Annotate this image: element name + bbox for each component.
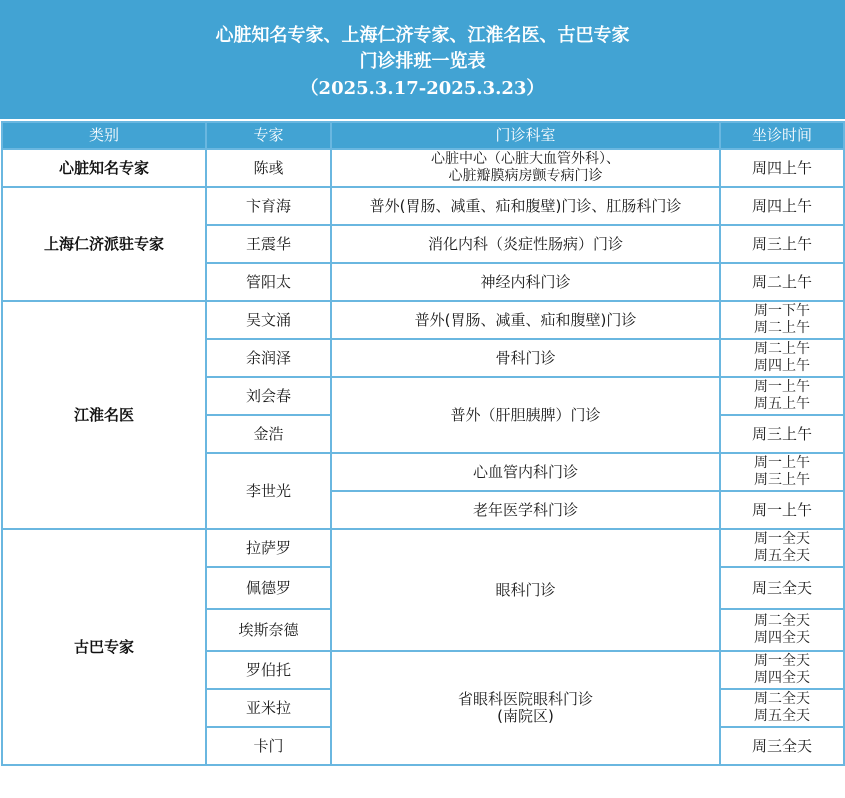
department-line-1: 省眼科医院眼科门诊	[457, 690, 593, 708]
department: 普外(胃肠、减重、疝和腹壁)门诊、肛肠科门诊	[331, 187, 720, 225]
expert-name: 卡门	[206, 727, 331, 765]
clinic-time-line-1: 周一全天	[754, 531, 810, 547]
department: 普外（肝胆胰脾）门诊	[331, 377, 720, 453]
clinic-time-line-1: 周一上午	[754, 379, 810, 395]
header-category: 类别	[2, 122, 206, 149]
department: 消化内科（炎症性肠病）门诊	[331, 225, 720, 263]
department-line-1: 心脏中心（心脏大血管外科）、	[431, 151, 620, 167]
clinic-time	[720, 377, 844, 415]
expert-name: 卞育海	[206, 187, 331, 225]
header-expert: 专家	[206, 122, 331, 149]
clinic-time: 周四上午	[720, 187, 844, 225]
clinic-time: 周一上午	[720, 491, 844, 529]
expert-name: 金浩	[206, 415, 331, 453]
title-line-3: （2025.3.17-2025.3.23）	[300, 78, 545, 99]
title-line-2: 门诊排班一览表	[359, 51, 486, 72]
table-row	[2, 187, 844, 225]
clinic-time-line-1: 周二全天	[754, 613, 810, 629]
clinic-time: 周三全天	[720, 727, 844, 765]
department-line-2: (南院区)	[497, 707, 554, 725]
category-renji: 上海仁济派驻专家	[2, 187, 206, 301]
title-line-1: 心脏知名专家、上海仁济专家、江淮名医、古巴专家	[215, 25, 630, 46]
clinic-time	[720, 651, 844, 689]
expert-name: 王震华	[206, 225, 331, 263]
department: 老年医学科门诊	[331, 491, 720, 529]
clinic-time-line-1: 周一全天	[754, 653, 810, 669]
expert-name: 余润泽	[206, 339, 331, 377]
expert-name: 李世光	[206, 453, 331, 529]
expert-name: 罗伯托	[206, 651, 331, 689]
category-cuba: 古巴专家	[2, 529, 206, 765]
category-jianghuai: 江淮名医	[2, 301, 206, 529]
clinic-time: 周二上午	[720, 263, 844, 301]
table-row	[2, 529, 844, 567]
expert-name: 吴文涌	[206, 301, 331, 339]
department: 眼科门诊	[331, 529, 720, 651]
department: 神经内科门诊	[331, 263, 720, 301]
clinic-time	[720, 301, 844, 339]
department: 骨科门诊	[331, 339, 720, 377]
clinic-time: 周三上午	[720, 415, 844, 453]
clinic-time	[720, 609, 844, 651]
expert-name: 刘会春	[206, 377, 331, 415]
clinic-time-line-2: 周五全天	[754, 708, 810, 724]
clinic-time	[720, 689, 844, 727]
expert-name: 佩德罗	[206, 567, 331, 609]
clinic-time: 周三上午	[720, 225, 844, 263]
clinic-time-line-2: 周四全天	[754, 630, 810, 646]
header-department: 门诊科室	[331, 122, 720, 149]
clinic-time: 周四上午	[720, 149, 844, 187]
expert-name: 埃斯奈德	[206, 609, 331, 651]
clinic-time	[720, 339, 844, 377]
department-line-2: 心脏瓣膜病房颤专病门诊	[448, 168, 603, 184]
title-banner	[0, 0, 845, 119]
clinic-time-line-2: 周四上午	[754, 358, 810, 374]
department: 心血管内科门诊	[331, 453, 720, 491]
expert-name: 拉萨罗	[206, 529, 331, 567]
clinic-time	[720, 529, 844, 567]
department	[331, 651, 720, 765]
clinic-time-line-1: 周一上午	[754, 455, 810, 471]
clinic-time	[720, 453, 844, 491]
expert-name: 亚米拉	[206, 689, 331, 727]
clinic-time-line-2: 周二上午	[754, 320, 810, 336]
clinic-time-line-2: 周五全天	[754, 548, 810, 564]
clinic-time-line-2: 周四全天	[754, 670, 810, 686]
table-row	[2, 149, 844, 187]
header-time: 坐诊时间	[720, 122, 844, 149]
department	[331, 149, 720, 187]
expert-name: 陈彧	[206, 149, 331, 187]
schedule-table	[1, 121, 845, 766]
expert-name: 管阳太	[206, 263, 331, 301]
clinic-time-line-2: 周五上午	[754, 396, 810, 412]
header-row	[2, 122, 844, 149]
clinic-time-line-2: 周三上午	[754, 472, 810, 488]
clinic-time-line-1: 周一下午	[754, 303, 810, 319]
clinic-time-line-1: 周二全天	[754, 691, 810, 707]
category-heart: 心脏知名专家	[2, 149, 206, 187]
department: 普外(胃肠、减重、疝和腹壁)门诊	[331, 301, 720, 339]
table-row	[2, 301, 844, 339]
clinic-time: 周三全天	[720, 567, 844, 609]
clinic-time-line-1: 周二上午	[754, 341, 810, 357]
